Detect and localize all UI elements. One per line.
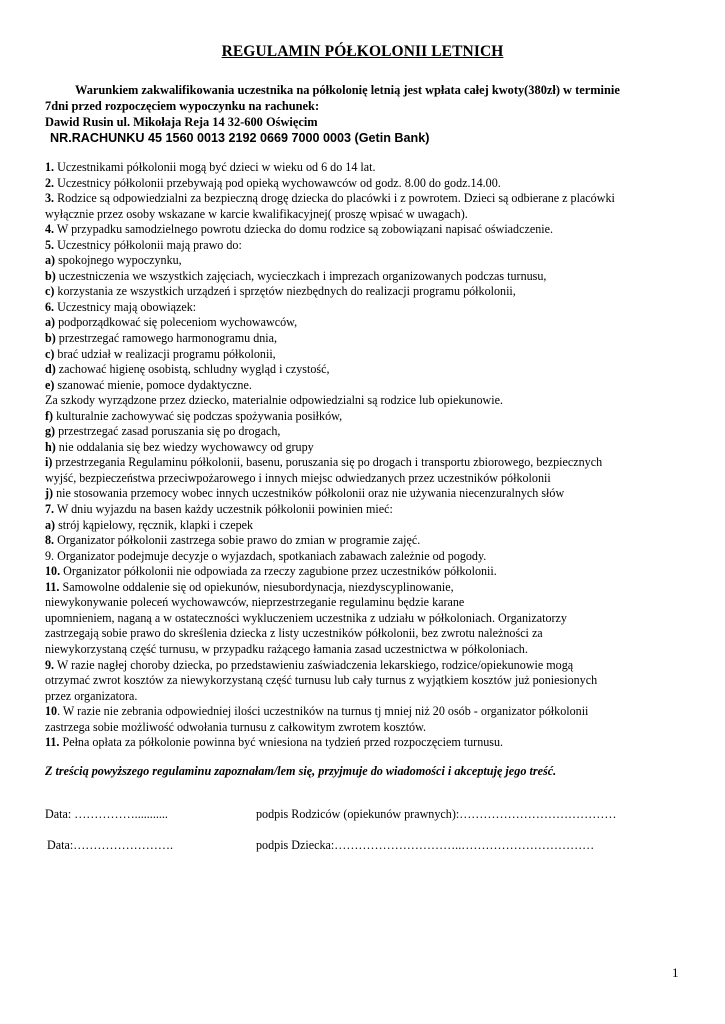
rule-marker: f) — [45, 408, 54, 423]
rule-text: przestrzegać zasad poruszania się po drogach, — [55, 424, 281, 439]
rule-marker: g) — [45, 424, 56, 439]
rule-marker: 10 — [45, 704, 58, 719]
rule-marker: b) — [45, 268, 56, 283]
rule-line — [45, 315, 685, 331]
rule-marker: a) — [45, 517, 56, 532]
rule-text: Pełna opłata za półkolonie powinna być wniesiona na tydzień przed rozpoczęciem turnusu. — [59, 735, 504, 750]
rule-line — [45, 471, 685, 487]
rule-text: uczestniczenia we wszystkich zajęciach, wycieczkach i imprezach organizowanych podczas turnusu, — [55, 268, 547, 283]
rule-marker: b) — [45, 331, 56, 346]
rule-line — [45, 533, 685, 549]
rule-text: Uczestnikami półkolonii mogą być dzieci w wieku od 6 do 14 lat. — [54, 160, 376, 174]
rule-text: Organizator półkolonii nie odpowiada za rzeczy zagubione przez uczestników półkolonii. — [60, 564, 497, 579]
rule-marker: a) — [45, 253, 56, 268]
rule-text: korzystania ze wszystkich urządzeń i sprzętów niezbędnych do realizacji programu półkolonii, — [54, 284, 516, 299]
rule-line — [45, 642, 685, 658]
rule-line — [45, 409, 685, 425]
rule-text: Za szkody wyrządzone przez dziecko, materialnie odpowiedzialni są rodzice lub opiekunowie. — [45, 393, 504, 408]
rule-text: W razie nagłej choroby dziecka, po przedstawieniu zaświadczenia lekarskiego, rodzice/opiekunowie mogą — [54, 657, 574, 672]
rule-text: nie oddalania się bez wiedzy wychowawcy od grupy — [55, 439, 314, 454]
rule-line — [45, 658, 685, 674]
rule-marker: a) — [45, 315, 56, 330]
rule-text: kulturalnie zachowywać się podczas spożywania posiłków, — [53, 408, 343, 423]
rule-line — [45, 735, 685, 751]
parent-date-field: Data: ……………........... — [45, 807, 168, 821]
rule-text: Uczestnicy półkolonii mają prawo do: — [54, 237, 242, 252]
rule-marker: 6. — [45, 299, 55, 314]
rule-line — [45, 689, 685, 705]
rule-text: podporządkować się poleceniom wychowawców, — [55, 315, 298, 330]
rule-line — [45, 704, 685, 720]
intro-line: Warunkiem zakwalifikowania uczestnika na półkolonię letnią jest wpłata całej kwoty(380zł) w terminie — [75, 83, 620, 97]
rule-line — [45, 176, 685, 192]
rule-line — [45, 331, 685, 347]
rule-line — [45, 160, 685, 176]
rule-line — [45, 595, 685, 611]
rule-marker: 4. — [45, 222, 55, 237]
rule-line — [45, 207, 685, 223]
rule-text: Uczestnicy półkolonii przebywają pod opieką wychowawców od godz. 8.00 do godz.14.00. — [54, 175, 501, 190]
rule-line — [45, 440, 685, 456]
child-date-field: Data:……………………. — [47, 838, 173, 852]
rule-text: 9. Organizator podejmuje decyzje o wyjazdach, spotkaniach zabawach zależnie od pogody. — [45, 548, 487, 563]
rule-text: strój kąpielowy, ręcznik, klapki i czepek — [55, 517, 254, 532]
rule-text: Samowolne oddalenie się od opiekunów, niesubordynacja, niezdyscyplinowanie, — [59, 579, 454, 594]
rule-marker: 8. — [45, 533, 55, 548]
rule-text: spokojnego wypoczynku, — [55, 253, 182, 268]
rule-marker: 2. — [45, 175, 55, 190]
account-number: NR.RACHUNKU 45 1560 0013 2192 0669 7000 0003 (Getin Bank) — [50, 131, 430, 145]
intro-line: 7dni przed rozpoczęciem wypoczynku na rachunek: — [45, 99, 320, 113]
rule-text: wyjść, bezpieczeństwa przeciwpożarowego i innych miejsc odwiedzanych przez uczestników półkolonii — [45, 470, 551, 485]
declaration-text: Z treścią powyższego regulaminu zapoznałam/lem się, przyjmuje do wiadomości i akceptuję jego treść. — [45, 764, 557, 778]
rule-line — [45, 424, 685, 440]
rule-line — [45, 580, 685, 596]
rule-line — [45, 378, 685, 394]
rule-text: nie stosowania przemocy wobec innych uczestników półkolonii oraz nie używania niecenzuralnych słów — [53, 486, 565, 501]
rule-text: . W razie nie zebrania odpowiedniej ilości uczestników na turnus tj mniej niż 20 osób - organizator półkolonii — [57, 704, 589, 719]
rule-line — [45, 673, 685, 689]
rule-marker: 10. — [45, 564, 61, 579]
rule-line — [45, 284, 685, 300]
rule-marker: 1. — [45, 160, 55, 174]
rule-text: zachować higienę osobistą, schludny wygląd i czystość, — [55, 362, 330, 377]
rule-marker: 3. — [45, 191, 55, 206]
rule-text: otrzymać zwrot kosztów za niewykorzystaną część turnusu lub cały turnus z wyjątkiem kosztów już poniesionych — [45, 673, 598, 688]
rule-line — [45, 564, 685, 580]
rule-text: przestrzegania Regulaminu półkolonii, basenu, poruszania się po drogach i transportu zbiorowego, bezpiecznych — [52, 455, 603, 470]
rule-marker: i) — [45, 455, 53, 470]
page-title: REGULAMIN PÓŁKOLONII LETNICH — [221, 43, 504, 60]
rule-marker: c) — [45, 284, 55, 299]
rule-text: upomnieniem, naganą a w ostateczności wykluczeniem uczestnika z udziału w półkoloniach. Organizatorzy — [45, 610, 567, 625]
rule-marker: j) — [45, 486, 54, 501]
rule-text: brać udział w realizacji programu półkolonii, — [54, 346, 276, 361]
rule-line — [45, 253, 685, 269]
rule-text: przez organizatora. — [45, 688, 138, 703]
rule-marker: 11. — [45, 735, 60, 750]
rule-text: zastrzegają sobie prawo do skreślenia dziecka z listy uczestników półkolonii, bez zwrotu należności za — [45, 626, 543, 641]
rule-marker: d) — [45, 362, 56, 377]
rule-text: Rodzice są odpowiedzialni za bezpieczną drogę dziecka do placówki i z powrotem. Dzieci są odbierane z placówki — [54, 191, 615, 206]
rule-line — [45, 269, 685, 285]
intro-line: Dawid Rusin ul. Mikołaja Reja 14 32-600 Oświęcim — [45, 115, 318, 129]
rule-text: szanować mienie, pomoce dydaktyczne. — [54, 377, 252, 392]
rule-line — [45, 611, 685, 627]
rule-line — [45, 549, 685, 565]
rule-line — [45, 347, 685, 363]
rule-line — [45, 626, 685, 642]
rule-marker: 9. — [45, 657, 55, 672]
rule-text: Organizator półkolonii zastrzega sobie prawo do zmian w programie zajęć. — [54, 533, 421, 548]
rule-marker: 11. — [45, 579, 60, 594]
rules-list — [45, 160, 685, 751]
rule-marker: c) — [45, 346, 55, 361]
rule-line — [45, 518, 685, 534]
rule-line — [45, 191, 685, 207]
rule-line — [45, 502, 685, 518]
payment-intro — [45, 82, 685, 146]
page-number: 1 — [672, 965, 679, 980]
rule-text: niewykorzystaną część turnusu, w przypadku rażącego łamania zasad uczestnictwa w półkoloniach. — [45, 641, 528, 656]
rule-marker: 7. — [45, 502, 55, 517]
rule-line — [45, 362, 685, 378]
rule-marker: 5. — [45, 237, 55, 252]
rule-text: W przypadku samodzielnego powrotu dziecka do domu rodzice są zobowiązani napisać oświadczenie. — [54, 222, 553, 237]
parent-signature-field: podpis Rodziców (opiekunów prawnych):………………………………… — [256, 807, 617, 821]
rule-marker: e) — [45, 377, 55, 392]
rule-text: wyłącznie przez osoby wskazane w karcie kwalifikacyjnej( proszę wpisać w uwagach). — [45, 206, 468, 221]
rule-text: Uczestnicy mają obowiązek: — [54, 299, 197, 314]
rule-line — [45, 486, 685, 502]
rule-marker: h) — [45, 439, 56, 454]
rule-line — [45, 455, 685, 471]
rule-line — [45, 393, 685, 409]
rule-text: przestrzegać ramowego harmonogramu dnia, — [55, 331, 278, 346]
rule-line — [45, 238, 685, 254]
rule-text: W dniu wyjazdu na basen każdy uczestnik półkolonii powinien mieć: — [54, 502, 393, 517]
rule-line — [45, 720, 685, 736]
rule-text: niewykonywanie poleceń wychowawców, nieprzestrzeganie regulaminu będzie karane — [45, 595, 465, 610]
child-signature-field: podpis Dziecka:…………………………..…………………………… — [256, 838, 595, 852]
rule-line — [45, 300, 685, 316]
rule-text: zastrzega sobie możliwość odwołania turnusu z całkowitym zwrotem kosztów. — [45, 719, 427, 734]
rule-line — [45, 222, 685, 238]
